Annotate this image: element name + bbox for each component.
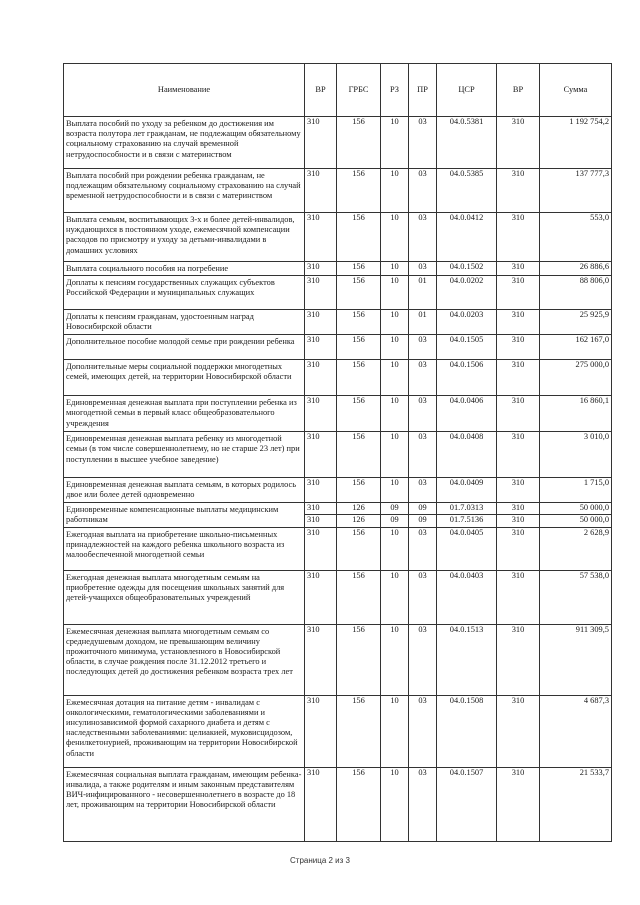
row-grbs: 156 (337, 169, 381, 213)
row-name: Ежемесячная денежная выплата многодетным семьям со среднедушевым доходом, не превышающим величину прожиточного минимума, установленного в Новосибирской области, в случае рождения после 31.12.2012 третьего и последующих детей до достижения ребенком возраста трех лет (64, 624, 305, 695)
row-rz: 10 (381, 213, 409, 262)
row-vr: 310 (305, 360, 337, 396)
row-vr: 310 (305, 276, 337, 310)
row-pr: 03 (409, 213, 437, 262)
row-name: Доплаты к пенсиям государственных служащих субъектов Российской Федерации и муниципальных служащих (64, 276, 305, 310)
row-csr: 04.0.1508 (437, 695, 497, 767)
row-vr2: 310 (497, 276, 540, 310)
row-sum: 275 000,0 (540, 360, 612, 396)
row-vr: 310 (305, 515, 337, 527)
row-csr: 04.0.1502 (437, 262, 497, 276)
table-row (64, 335, 612, 360)
row-name: Дополнительные меры социальной поддержки многодетных семей, имеющих детей, на территории Новосибирской области (64, 360, 305, 396)
row-sum: 1 192 754,2 (540, 117, 612, 169)
row-name: Выплата семьям, воспитывающих 3-х и более детей-инвалидов, нуждающихся в постоянном уходе, ежемесячной компенсации расходов по присмотру и уходу за детьми-инвалидами в домашних условиях (64, 213, 305, 262)
row-rz: 10 (381, 624, 409, 695)
row-csr: 04.0.0403 (437, 570, 497, 624)
table-row (64, 478, 612, 503)
row-name: Доплаты к пенсиям гражданам, удостоенным наград Новосибирской области (64, 310, 305, 335)
table-row (64, 767, 612, 841)
row-sum: 57 538,0 (540, 570, 612, 624)
row-name: Единовременная денежная выплата при поступлении ребенка из многодетной семьи в первый класс общеобразовательного учреждения (64, 396, 305, 432)
row-pr: 03 (409, 695, 437, 767)
row-grbs: 156 (337, 478, 381, 503)
row-name: Дополнительное пособие молодой семье при рождении ребенка (64, 335, 305, 360)
row-vr2: 310 (497, 262, 540, 276)
row-grbs: 156 (337, 360, 381, 396)
row-csr: 04.0.0406 (437, 396, 497, 432)
row-pr: 03 (409, 169, 437, 213)
row-vr: 310 (305, 169, 337, 213)
table-row (64, 432, 612, 478)
table-row (64, 695, 612, 767)
row-csr: 04.0.5385 (437, 169, 497, 213)
row-vr: 310 (305, 432, 337, 478)
row-name: Единовременные компенсационные выплаты медицинским работникам (64, 503, 305, 527)
row-csr: 04.0.0203 (437, 310, 497, 335)
row-rz: 10 (381, 478, 409, 503)
row-vr2: 310 (497, 360, 540, 396)
header-csr: ЦСР (437, 64, 497, 117)
row-pr: 03 (409, 624, 437, 695)
row-sum: 25 925,9 (540, 310, 612, 335)
header-vr: ВР (305, 64, 337, 117)
row-csr: 04.0.0412 (437, 213, 497, 262)
row-vr: 310 (305, 478, 337, 503)
row-name: Выплата социального пособия на погребение (64, 262, 305, 276)
row-pr: 03 (409, 478, 437, 503)
row-pr: 03 (409, 262, 437, 276)
row-grbs: 156 (337, 527, 381, 570)
row-name: Выплата пособий по уходу за ребенком до достижения им возраста полутора лет гражданам, не подлежащим обязательному социальному страхованию на случай временной нетрудоспособности и в связи с материнством (64, 117, 305, 169)
row-sum: 2 628,9 (540, 527, 612, 570)
row-sum: 1 715,0 (540, 478, 612, 503)
header-vr2: ВР (497, 64, 540, 117)
row-csr: 04.0.1505 (437, 335, 497, 360)
row-csr: 04.0.0202 (437, 276, 497, 310)
row-vr2: 310 (497, 396, 540, 432)
row-grbs: 156 (337, 276, 381, 310)
row-csr: 01.7.0313 (437, 503, 497, 515)
row-vr2: 310 (497, 432, 540, 478)
row-csr: 04.0.1507 (437, 767, 497, 841)
row-vr2: 310 (497, 503, 540, 515)
table-row (64, 310, 612, 335)
table-row (64, 276, 612, 310)
row-grbs: 126 (337, 503, 381, 515)
row-vr2: 310 (497, 527, 540, 570)
row-rz: 10 (381, 335, 409, 360)
row-vr2: 310 (497, 117, 540, 169)
row-rz: 10 (381, 117, 409, 169)
row-pr: 03 (409, 396, 437, 432)
row-grbs: 156 (337, 396, 381, 432)
row-pr: 03 (409, 527, 437, 570)
table-row (64, 624, 612, 695)
row-pr: 01 (409, 310, 437, 335)
row-rz: 10 (381, 396, 409, 432)
row-vr2: 310 (497, 515, 540, 527)
row-sum: 88 806,0 (540, 276, 612, 310)
row-pr: 03 (409, 767, 437, 841)
header-pr: ПР (409, 64, 437, 117)
row-vr: 310 (305, 117, 337, 169)
row-pr: 09 (409, 503, 437, 515)
row-vr: 310 (305, 695, 337, 767)
row-rz: 09 (381, 515, 409, 527)
row-sum: 50 000,0 (540, 515, 612, 527)
row-vr2: 310 (497, 213, 540, 262)
table-row (64, 169, 612, 213)
row-csr: 04.0.0409 (437, 478, 497, 503)
row-grbs: 156 (337, 432, 381, 478)
table-row (64, 396, 612, 432)
row-pr: 03 (409, 570, 437, 624)
row-rz: 10 (381, 695, 409, 767)
row-vr2: 310 (497, 570, 540, 624)
row-rz: 10 (381, 527, 409, 570)
table-row (64, 262, 612, 276)
row-rz: 10 (381, 310, 409, 335)
row-vr2: 310 (497, 169, 540, 213)
row-pr: 03 (409, 432, 437, 478)
row-rz: 10 (381, 276, 409, 310)
row-pr: 03 (409, 117, 437, 169)
row-grbs: 156 (337, 570, 381, 624)
row-csr: 04.0.1513 (437, 624, 497, 695)
row-csr: 04.0.1506 (437, 360, 497, 396)
row-pr: 01 (409, 276, 437, 310)
row-vr: 310 (305, 767, 337, 841)
row-vr: 310 (305, 624, 337, 695)
row-name: Ежемесячная социальная выплата гражданам, имеющим ребенка-инвалида, а также родителям и иным законным представителям ВИЧ-инфицированного - несовершеннолетнего в возрасте до 18 лет, проживающим на территории Новосибирской области (64, 767, 305, 841)
row-vr2: 310 (497, 767, 540, 841)
header-name: Наименование (64, 64, 305, 117)
budget-table (63, 63, 612, 842)
row-name: Ежемесячная дотация на питание детям - инвалидам с онкологическими, гематологическими заболеваниями и инсулинозависимой формой сахарного диабета и детям с наследственными заболеваниями: целиакией, муковисцидозом, фенилкетонурией, проживающим на территории Новосибирской области (64, 695, 305, 767)
row-vr: 310 (305, 310, 337, 335)
row-name: Единовременная денежная выплата семьям, в которых родилось двое или более детей одновременно (64, 478, 305, 503)
row-sum: 911 309,5 (540, 624, 612, 695)
row-sum: 162 167,0 (540, 335, 612, 360)
row-vr: 310 (305, 213, 337, 262)
row-sum: 26 886,6 (540, 262, 612, 276)
row-vr: 310 (305, 570, 337, 624)
row-vr: 310 (305, 396, 337, 432)
row-grbs: 156 (337, 213, 381, 262)
row-rz: 10 (381, 262, 409, 276)
row-sum: 3 010,0 (540, 432, 612, 478)
row-vr2: 310 (497, 310, 540, 335)
row-grbs: 156 (337, 117, 381, 169)
table-row (64, 213, 612, 262)
row-csr: 04.0.0405 (437, 527, 497, 570)
row-grbs: 156 (337, 262, 381, 276)
table-row (64, 360, 612, 396)
row-name: Ежегодная выплата на приобретение школьно-письменных принадлежностей на каждого ребенка школьного возраста из малообеспеченной многодетной семьи (64, 527, 305, 570)
row-csr: 01.7.5136 (437, 515, 497, 527)
row-sum: 553,0 (540, 213, 612, 262)
row-name: Единовременная денежная выплата ребенку из многодетной семьи (в том числе совершеннолетнему, но не старше 23 лет) при поступлении в высшее учебное заведение) (64, 432, 305, 478)
row-grbs: 156 (337, 624, 381, 695)
row-grbs: 156 (337, 310, 381, 335)
row-rz: 10 (381, 360, 409, 396)
table-header-row (64, 64, 612, 117)
table-row (64, 503, 612, 515)
row-csr: 04.0.5381 (437, 117, 497, 169)
table-row (64, 117, 612, 169)
row-vr: 310 (305, 335, 337, 360)
row-rz: 10 (381, 570, 409, 624)
row-grbs: 156 (337, 695, 381, 767)
header-sum: Сумма (540, 64, 612, 117)
table-row (64, 570, 612, 624)
row-csr: 04.0.0408 (437, 432, 497, 478)
row-name: Ежегодная денежная выплата многодетным семьям на приобретение одежды для посещения школьных занятий для детей-учащихся общеобразовательных учреждений (64, 570, 305, 624)
row-grbs: 156 (337, 767, 381, 841)
row-pr: 03 (409, 360, 437, 396)
row-sum: 21 533,7 (540, 767, 612, 841)
row-grbs: 156 (337, 335, 381, 360)
row-rz: 10 (381, 169, 409, 213)
row-grbs: 126 (337, 515, 381, 527)
row-rz: 10 (381, 432, 409, 478)
row-vr: 310 (305, 503, 337, 515)
header-rz: РЗ (381, 64, 409, 117)
row-rz: 09 (381, 503, 409, 515)
row-rz: 10 (381, 767, 409, 841)
table-row (64, 527, 612, 570)
row-vr: 310 (305, 527, 337, 570)
row-sum: 50 000,0 (540, 503, 612, 515)
row-vr2: 310 (497, 335, 540, 360)
row-vr2: 310 (497, 478, 540, 503)
row-sum: 4 687,3 (540, 695, 612, 767)
row-vr2: 310 (497, 695, 540, 767)
row-vr: 310 (305, 262, 337, 276)
row-pr: 09 (409, 515, 437, 527)
header-grbs: ГРБС (337, 64, 381, 117)
row-vr2: 310 (497, 624, 540, 695)
row-pr: 03 (409, 335, 437, 360)
row-name: Выплата пособий при рождении ребенка гражданам, не подлежащим обязательному социальному страхованию на случай временной нетрудоспособности и в связи с материнством (64, 169, 305, 213)
page-footer: Страница 2 из 3 (290, 856, 350, 865)
row-sum: 137 777,3 (540, 169, 612, 213)
row-sum: 16 860,1 (540, 396, 612, 432)
